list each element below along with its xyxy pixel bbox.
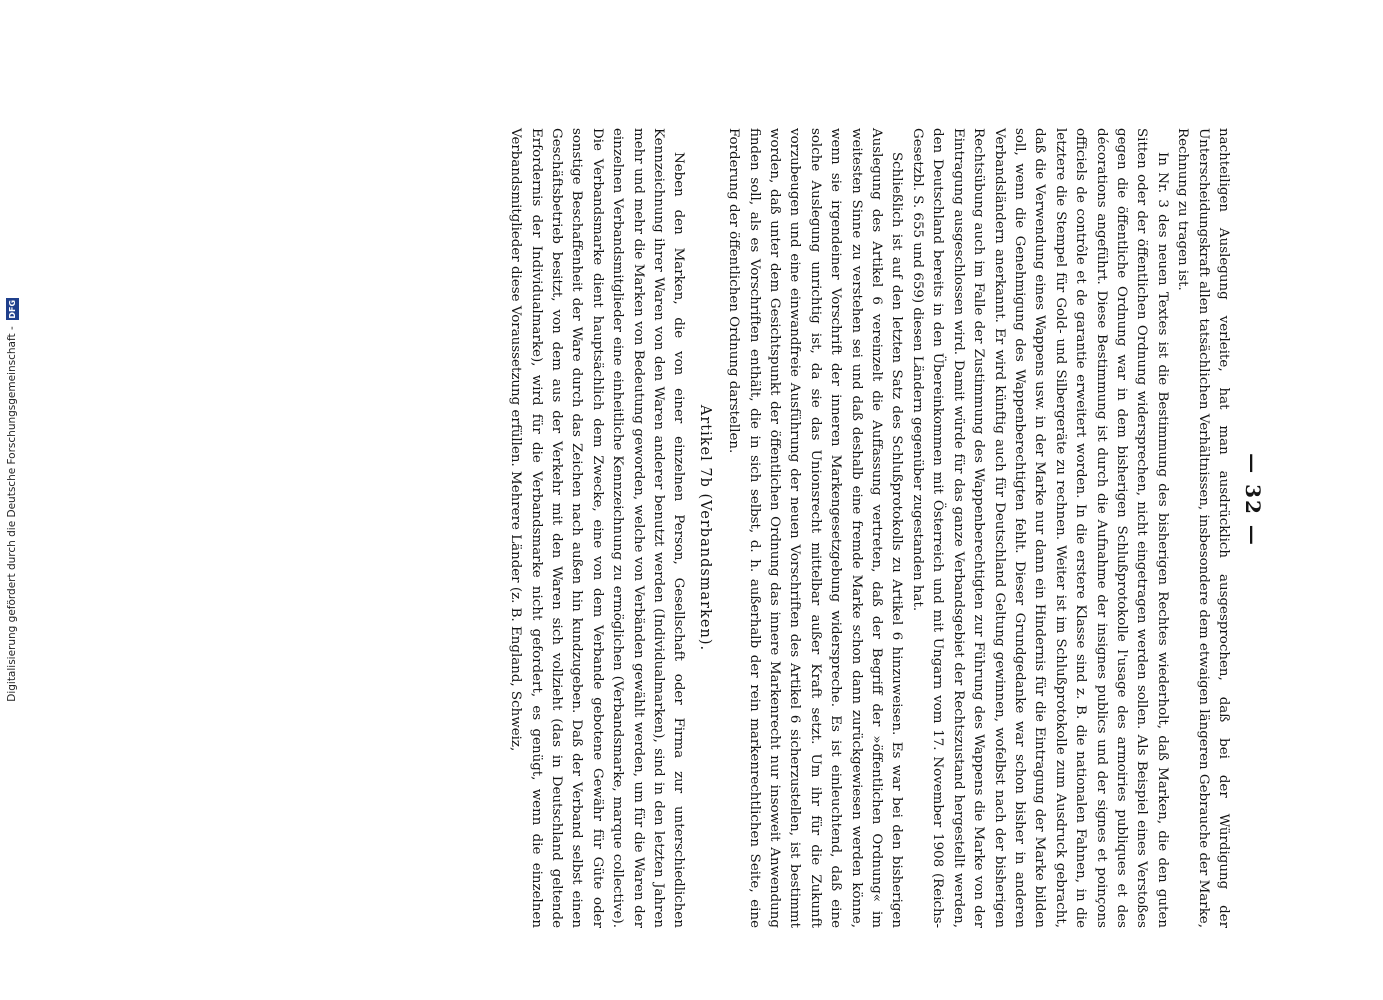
page-number: — 32 — <box>1241 453 1265 547</box>
paragraph: Neben den Marken, die von einer einzelnen Person, Gesellschaft oder Firma zur unterschiedlichen Kennzeichnung ihrer Waren von den Waren anderer benutzt werden (Individualmarken), sind in den letzten Jahren mehr und mehr die Marken von Bedeutung geworden, welche von Verbänden gewählt werden, um für die Waren der einzelnen Verbandsmitglieder eine einheitliche Kennzeichnung zu ermöglichen (Verbandsmarke, marque collective). Die Verbandsmarke dient hauptsächlich dem Zwecke, eine von dem Verbande gebotene Gewähr für Güte oder sonstige Beschaffenheit der Ware durch das Zeichen nach außen hin kundzugeben. Daß der Verband selbst einen Geschäftsbetrieb besitzt, von dem aus der Verkehr mit den Waren sich vollzieht (das in Deutschland geltende Erfordernis der Individualmarke), wird für die Verbandsmarke nicht gefordert, es genügt, wenn die einzelnen Verbandsmitglieder diese Voraussetzung erfüllen. Mehrere Länder (z. B. England, Schweiz, <box>508 128 687 928</box>
paragraph: In Nr. 3 des neuen Textes ist die Bestimmung des bisherigen Rechtes wiederholt, daß Marken, die den guten Sitten oder der öffentlichen Ordnung widersprechen, nicht eingetragen werden sollen. Als Beispiel eines Verstoßes gegen die öffentliche Ordnung war in dem bisherigen Schlußprotokolle l'usage des armoiries publiques et des décorations angeführt. Diese Bestimmung ist durch die Aufnahme der insignes publics und der signes et poinçons officiels de contrôle et de garantie erweitert worden. In die erstere Klasse sind z. B. die nationalen Fahnen, in die letztere die Stempel für Gold- und Silbergeräte zu rechnen. Weiter ist im Schlußprotokolle zum Ausdruck gebracht, daß die Verwendung eines Wappens usw. in der Marke nur dann ein Hindernis für die Eintragung der Marke bilden soll, wenn die Genehmigung des Wappenberechtigten fehlt. Dieser Grundgedanke war schon bisher in anderen Verbandsländern anerkannt. Er wird künftig auch für Deutschland Geltung gewinnen, wofelbst nach der bisherigen Rechtsübung auch im Falle der Zustimmung des Wappenberechtigten zur Führung des Wappens die Marke von der Eintragung ausgeschlossen wird. Damit würde für das ganze Verbandsgebiet der Rechtszustand hergestellt werden, den Deutschland bereits in den Übereinkommen mit Österreich und mit Ungarn vom 17. November 1908 (Reichs-Gesetzbl. S. 655 und 659) diesen Ländern gegenüber zugestanden hat. <box>909 128 1170 928</box>
credit-text: Digitalisierung gefördert durch die Deutsche Forschungsgemeinschaft - <box>6 326 18 702</box>
dfg-logo: DFG <box>7 299 17 319</box>
paragraph: Schließlich ist auf den letzten Satz des Schlußprotokolls zu Artikel 6 hinzuweisen. Es war bei den bisherigen Auslegung des Artikel 6 vereinzelt die Auffassung vertreten, daß der Begriff der »öffentlichen Ordnung« im weitesten Sinne zu verstehen sei und daß deshalb eine fremde Marke schon dann zurückgewiesen werden könne, wenn sie irgendeiner Vorschrift der inneren Markengesetzgebung widerspreche. Es ist einleuchtend, daß eine solche Auslegung unrichtig ist, da sie das Unionsrecht mittelbar außer Kraft setzt. Um ihr für die Zukunft vorzubeugen und eine einwandfreie Ausführung der neuen Vorschriften des Artikel 6 sicherzustellen, ist bestimmt worden, daß unter dem Gesichtspunkt der öffentlichen Ordnung das innere Markenrecht nur insoweit Anwendung finden soll, als es Vorschriften enthält, die in sich selbst, d. h. außerhalb der rein markenrechtlichen Seite, eine Forderung der öffentlichen Ordnung darstellen. <box>726 128 905 928</box>
body-text <box>505 128 1233 928</box>
paragraph: nachteiligen Auslegung verleite, hat man ausdrücklich ausgesprochen, daß bei der Würdigung der Unterscheidungskraft allen tatsächlichen Verhältnissen, insbesondere dem etwaigen längeren Gebrauche der Marke, Rechnung zu tragen ist. <box>1175 128 1231 928</box>
digitization-credit <box>0 0 24 1000</box>
section-heading: Artikel 7b (Verbandsmarken). <box>696 404 713 652</box>
